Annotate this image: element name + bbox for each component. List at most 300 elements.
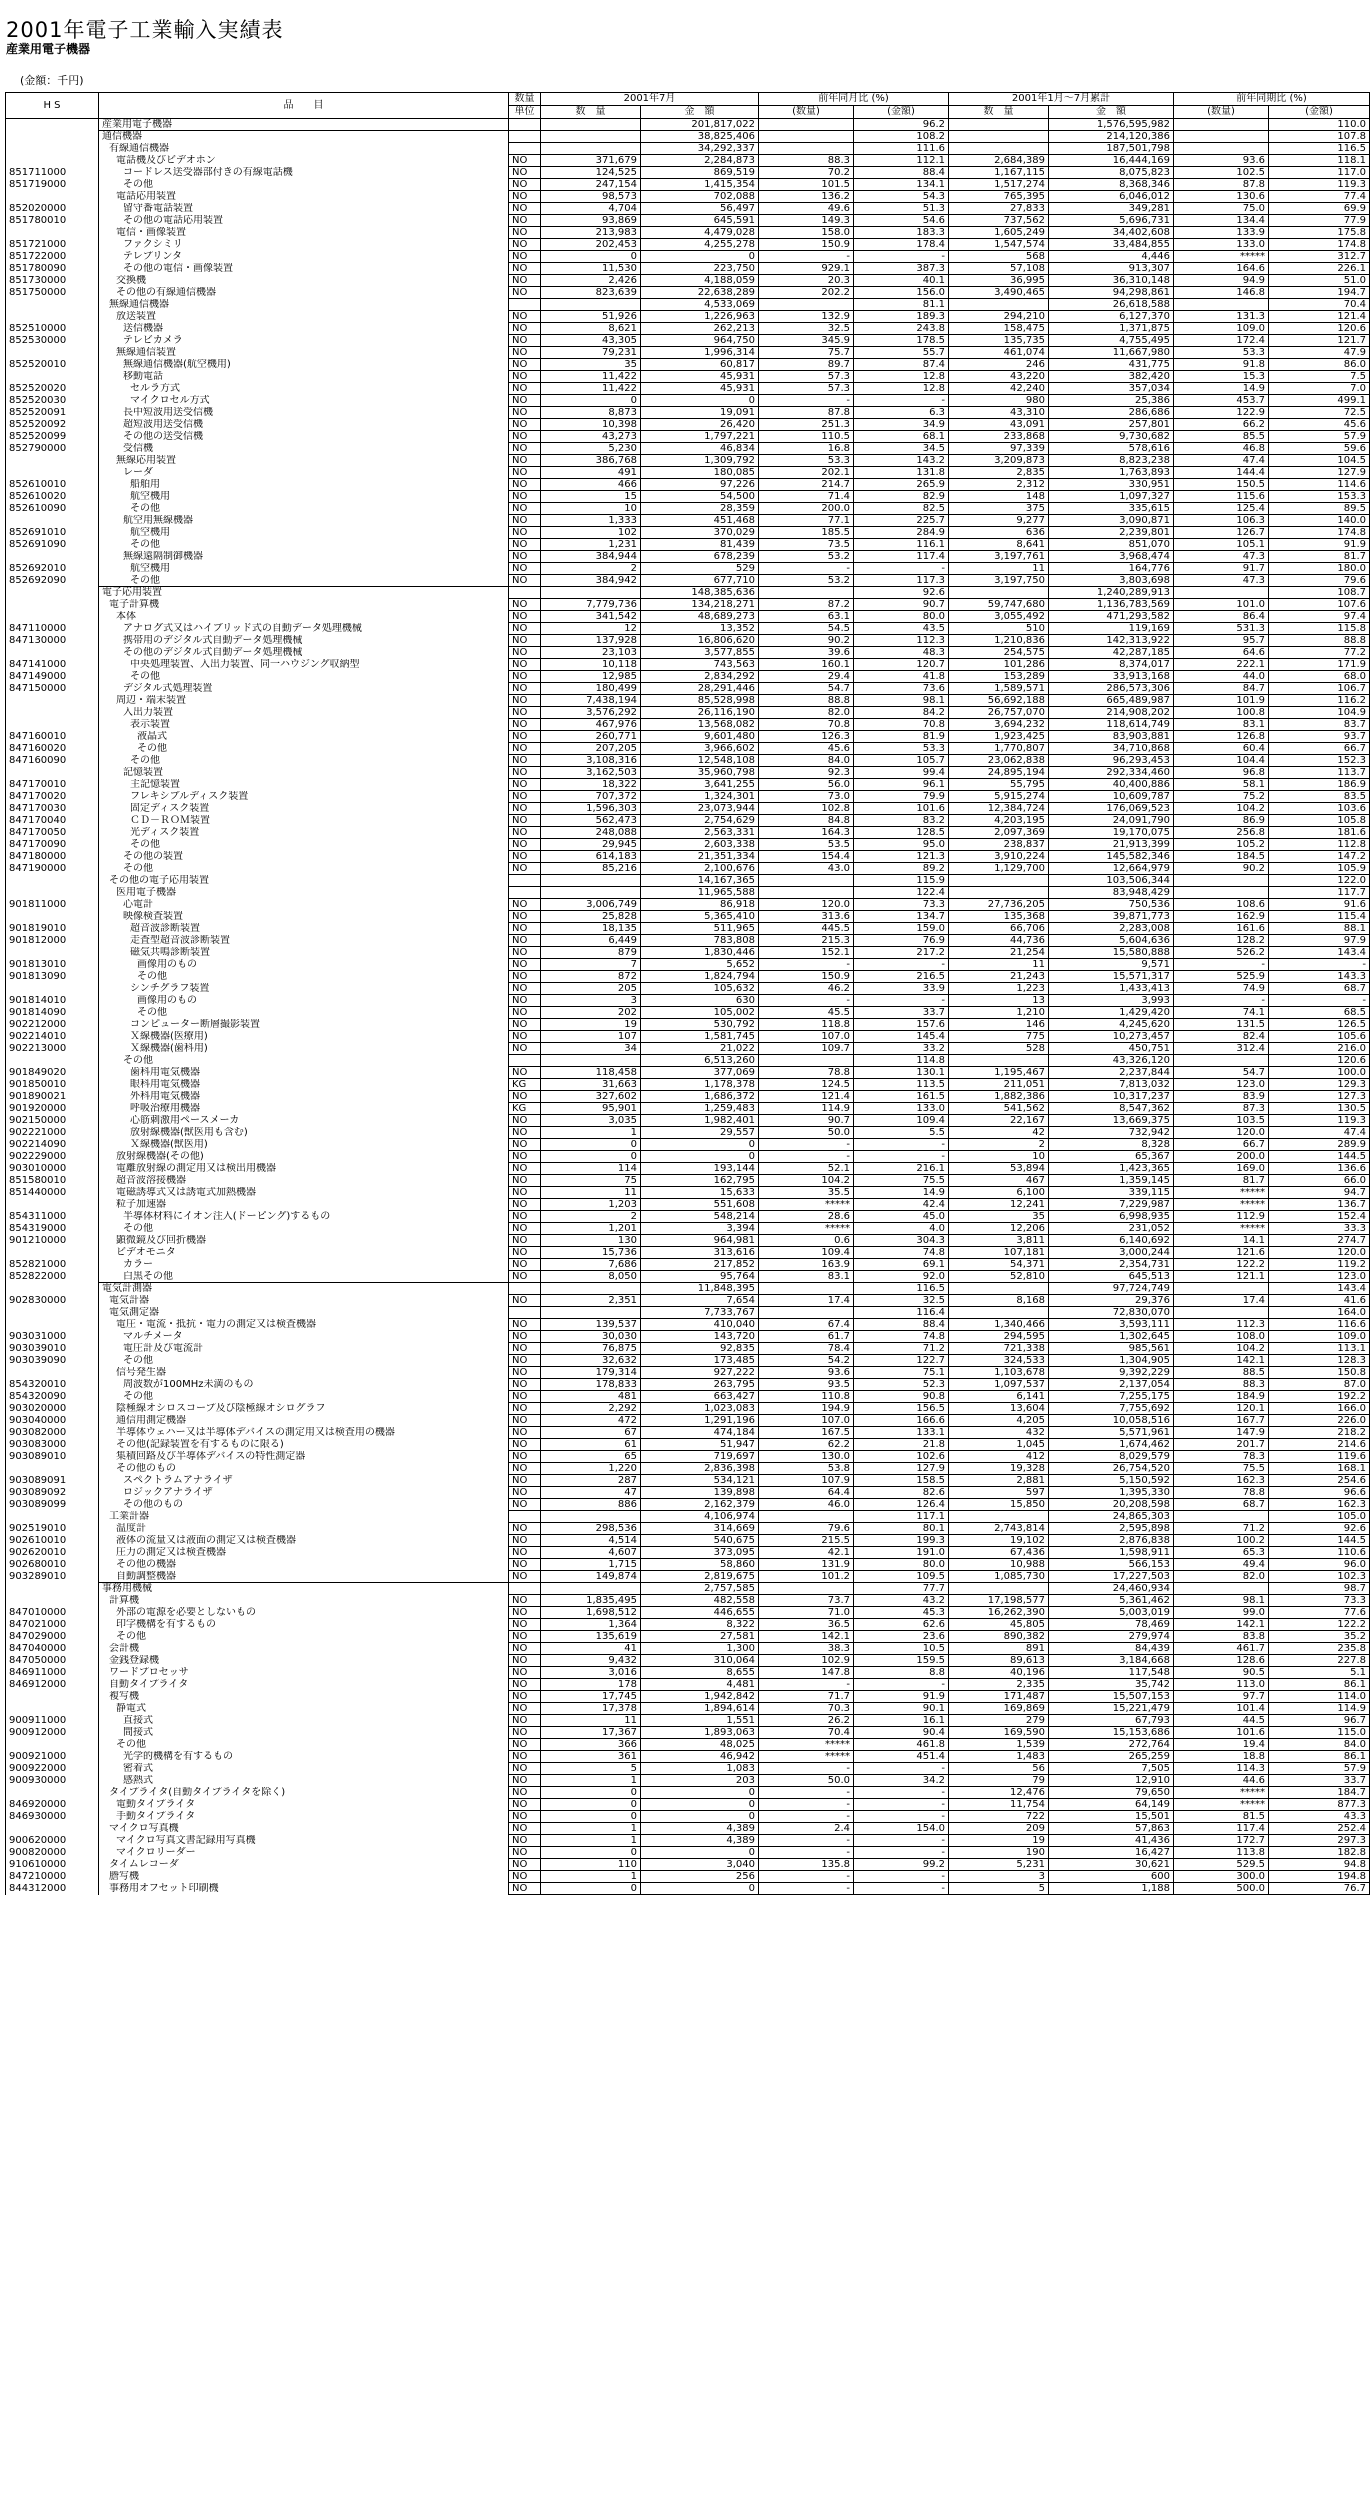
table-row — [6, 251, 1370, 263]
item-name-cell: 本体 — [99, 611, 509, 623]
ytd-amt-cell: 6,046,012 — [1049, 191, 1174, 203]
hs-code-cell: 900620000 — [6, 1835, 99, 1847]
month-amt-pct-cell: 117.4 — [854, 551, 949, 563]
month-qty-pct-cell: 43.0 — [759, 863, 854, 875]
ytd-qty-cell: 107,181 — [949, 1247, 1049, 1259]
ytd-amt-cell: 2,595,898 — [1049, 1523, 1174, 1535]
table-row — [6, 1163, 1370, 1175]
item-name-cell: 放射線機器(その他) — [99, 1151, 509, 1163]
ytd-qty-pct-cell: 146.8 — [1174, 287, 1269, 299]
month-qty-cell: 85,216 — [541, 863, 641, 875]
month-qty-cell: 614,183 — [541, 851, 641, 863]
month-qty-cell: 43,305 — [541, 335, 641, 347]
month-qty-pct-cell: 56.0 — [759, 779, 854, 791]
item-name-cell: テレビカメラ — [99, 335, 509, 347]
ytd-qty-pct-cell: 14.9 — [1174, 383, 1269, 395]
month-amt-pct-cell: 81.1 — [854, 299, 949, 311]
month-amt-cell: 92,835 — [641, 1343, 759, 1355]
table-row — [6, 875, 1370, 887]
month-qty-pct-cell: 132.9 — [759, 311, 854, 323]
month-amt-pct-cell: 145.4 — [854, 1031, 949, 1043]
month-qty-cell: 1,333 — [541, 515, 641, 527]
month-amt-pct-cell: 92.6 — [854, 587, 949, 599]
ytd-amt-cell: 176,069,523 — [1049, 803, 1174, 815]
ytd-qty-pct-cell: 81.7 — [1174, 1175, 1269, 1187]
month-amt-pct-cell: - — [854, 251, 949, 263]
ytd-amt-pct-cell: 105.8 — [1269, 815, 1370, 827]
ytd-amt-cell: 12,664,979 — [1049, 863, 1174, 875]
unit-cell: NO — [509, 503, 541, 515]
month-qty-pct-cell: 64.4 — [759, 1487, 854, 1499]
month-amt-pct-cell: 461.8 — [854, 1739, 949, 1751]
unit-cell: NO — [509, 1331, 541, 1343]
month-amt-pct-cell: 83.2 — [854, 815, 949, 827]
table-row — [6, 1151, 1370, 1163]
month-amt-cell: 3,394 — [641, 1223, 759, 1235]
month-amt-cell: 134,218,271 — [641, 599, 759, 611]
unit-cell: NO — [509, 1151, 541, 1163]
hs-code-cell: 900820000 — [6, 1847, 99, 1859]
month-qty-cell: 98,573 — [541, 191, 641, 203]
hs-code-cell: 847180000 — [6, 851, 99, 863]
table-row — [6, 539, 1370, 551]
month-amt-cell: 13,352 — [641, 623, 759, 635]
ytd-amt-cell: 600 — [1049, 1871, 1174, 1883]
report-title: 2001年電子工業輸入実績表 — [6, 18, 284, 42]
ytd-qty-cell: 2,684,389 — [949, 155, 1049, 167]
ytd-qty-pct-cell: 78.3 — [1174, 1451, 1269, 1463]
month-qty-pct-cell: 71.0 — [759, 1607, 854, 1619]
ytd-qty-cell: 12,384,724 — [949, 803, 1049, 815]
table-row — [6, 179, 1370, 191]
unit-cell: NO — [509, 611, 541, 623]
table-row — [6, 1679, 1370, 1691]
month-qty-cell: 47 — [541, 1487, 641, 1499]
unit-cell: NO — [509, 599, 541, 611]
ytd-amt-pct-cell: 152.4 — [1269, 1211, 1370, 1223]
unit-cell: NO — [509, 851, 541, 863]
item-name-cell: 周波数が100MHz未満のもの — [99, 1379, 509, 1391]
ytd-qty-pct-cell: 101.4 — [1174, 1703, 1269, 1715]
month-amt-pct-cell: 71.2 — [854, 1343, 949, 1355]
month-amt-pct-cell: - — [854, 1679, 949, 1691]
month-qty-cell: 135,619 — [541, 1631, 641, 1643]
hs-code-cell: 847160090 — [6, 755, 99, 767]
header-ytd-amt-pct: (金額) — [1269, 106, 1370, 119]
hs-code-cell: 847010000 — [6, 1607, 99, 1619]
ytd-amt-pct-cell: 136.7 — [1269, 1199, 1370, 1211]
month-amt-pct-cell: 217.2 — [854, 947, 949, 959]
unit-cell: NO — [509, 1067, 541, 1079]
ytd-amt-cell: 30,621 — [1049, 1859, 1174, 1871]
hs-code-cell: 902150000 — [6, 1115, 99, 1127]
unit-cell: NO — [509, 1727, 541, 1739]
table-row — [6, 1751, 1370, 1763]
month-qty-cell: 202 — [541, 1007, 641, 1019]
month-qty-cell: 0 — [541, 1847, 641, 1859]
month-qty-cell: 10,398 — [541, 419, 641, 431]
month-qty-cell — [541, 875, 641, 887]
item-name-cell: 記憶装置 — [99, 767, 509, 779]
ytd-qty-cell — [949, 299, 1049, 311]
ytd-qty-pct-cell: 113.8 — [1174, 1847, 1269, 1859]
ytd-qty-pct-cell: 133.9 — [1174, 227, 1269, 239]
month-amt-pct-cell: 74.8 — [854, 1331, 949, 1343]
ytd-amt-cell: 187,501,798 — [1049, 143, 1174, 155]
ytd-amt-pct-cell: 102.3 — [1269, 1571, 1370, 1583]
ytd-qty-cell: 16,262,390 — [949, 1607, 1049, 1619]
table-row — [6, 587, 1370, 599]
unit-cell: NO — [509, 311, 541, 323]
month-amt-cell: 0 — [641, 1847, 759, 1859]
month-qty-cell: 10 — [541, 503, 641, 515]
table-row — [6, 1355, 1370, 1367]
month-qty-pct-cell: 215.3 — [759, 935, 854, 947]
ytd-amt-pct-cell: 147.2 — [1269, 851, 1370, 863]
ytd-amt-pct-cell: 150.8 — [1269, 1367, 1370, 1379]
unit-cell: NO — [509, 935, 541, 947]
month-qty-cell: 207,205 — [541, 743, 641, 755]
table-row — [6, 1847, 1370, 1859]
month-amt-cell: 85,528,998 — [641, 695, 759, 707]
table-row — [6, 1019, 1370, 1031]
month-amt-pct-cell: 52.3 — [854, 1379, 949, 1391]
month-amt-cell: 1,982,401 — [641, 1115, 759, 1127]
ytd-qty-cell: 233,868 — [949, 431, 1049, 443]
ytd-qty-cell: 1,605,249 — [949, 227, 1049, 239]
month-qty-cell: 707,372 — [541, 791, 641, 803]
month-qty-pct-cell: 118.8 — [759, 1019, 854, 1031]
ytd-qty-pct-cell: 104.2 — [1174, 803, 1269, 815]
month-qty-pct-cell: 104.2 — [759, 1175, 854, 1187]
ytd-qty-cell: 19,328 — [949, 1463, 1049, 1475]
month-amt-cell: 21,351,334 — [641, 851, 759, 863]
ytd-qty-pct-cell: 461.7 — [1174, 1643, 1269, 1655]
month-amt-pct-cell: 178.4 — [854, 239, 949, 251]
hs-code-cell: 852530000 — [6, 335, 99, 347]
ytd-amt-cell: 257,801 — [1049, 419, 1174, 431]
month-amt-cell: 4,389 — [641, 1835, 759, 1847]
ytd-amt-pct-cell: 166.0 — [1269, 1403, 1370, 1415]
ytd-qty-pct-cell: 91.8 — [1174, 359, 1269, 371]
ytd-amt-cell: 3,993 — [1049, 995, 1174, 1007]
hs-code-cell: 847160010 — [6, 731, 99, 743]
ytd-qty-pct-cell: ***** — [1174, 1799, 1269, 1811]
month-qty-pct-cell: 50.0 — [759, 1127, 854, 1139]
month-qty-pct-cell: 78.8 — [759, 1067, 854, 1079]
ytd-qty-pct-cell: 312.4 — [1174, 1043, 1269, 1055]
month-qty-cell: 31,663 — [541, 1079, 641, 1091]
ytd-amt-cell: 15,571,317 — [1049, 971, 1174, 983]
table-row — [6, 1175, 1370, 1187]
month-qty-cell: 3,006,749 — [541, 899, 641, 911]
month-qty-cell: 107 — [541, 1031, 641, 1043]
ytd-amt-pct-cell: 116.5 — [1269, 143, 1370, 155]
hs-code-cell: 902213000 — [6, 1043, 99, 1055]
ytd-qty-pct-cell: 75.2 — [1174, 791, 1269, 803]
item-name-cell: 眼科用電気機器 — [99, 1079, 509, 1091]
table-row — [6, 1439, 1370, 1451]
ytd-qty-cell: 324,533 — [949, 1355, 1049, 1367]
table-row — [6, 1031, 1370, 1043]
ytd-qty-pct-cell: 98.1 — [1174, 1595, 1269, 1607]
table-row — [6, 683, 1370, 695]
hs-code-cell: 902620010 — [6, 1547, 99, 1559]
month-qty-pct-cell: 20.3 — [759, 275, 854, 287]
ytd-amt-cell: 83,948,429 — [1049, 887, 1174, 899]
ytd-amt-cell: 6,998,935 — [1049, 1211, 1174, 1223]
ytd-qty-pct-cell: 97.7 — [1174, 1691, 1269, 1703]
unit-cell: NO — [509, 1835, 541, 1847]
ytd-amt-pct-cell: 252.4 — [1269, 1823, 1370, 1835]
month-amt-cell: 0 — [641, 1787, 759, 1799]
month-qty-pct-cell: 124.5 — [759, 1079, 854, 1091]
month-amt-pct-cell: 114.8 — [854, 1055, 949, 1067]
ytd-amt-pct-cell: - — [1269, 959, 1370, 971]
ytd-amt-pct-cell: 116.6 — [1269, 1319, 1370, 1331]
month-amt-cell: 54,500 — [641, 491, 759, 503]
unit-cell: NO — [509, 1595, 541, 1607]
month-amt-cell: 51,947 — [641, 1439, 759, 1451]
item-name-cell: 事務用機械 — [99, 1583, 509, 1595]
month-qty-cell: 2,292 — [541, 1403, 641, 1415]
month-amt-pct-cell: 109.5 — [854, 1571, 949, 1583]
ytd-qty-pct-cell: 256.8 — [1174, 827, 1269, 839]
item-name-cell: 半導体ウェハー又は半導体デバイスの測定用又は検査用の機器 — [99, 1427, 509, 1439]
month-qty-cell: 118,458 — [541, 1067, 641, 1079]
hs-code-cell — [6, 455, 99, 467]
hs-code-cell — [6, 1787, 99, 1799]
month-qty-pct-cell: - — [759, 1763, 854, 1775]
month-amt-pct-cell: 98.1 — [854, 695, 949, 707]
month-amt-cell: 19,091 — [641, 407, 759, 419]
table-row — [6, 1259, 1370, 1271]
unit-cell: NO — [509, 1475, 541, 1487]
hs-code-cell — [6, 1739, 99, 1751]
table-row — [6, 215, 1370, 227]
month-amt-pct-cell: 51.3 — [854, 203, 949, 215]
ytd-qty-pct-cell: 184.5 — [1174, 851, 1269, 863]
unit-cell: NO — [509, 971, 541, 983]
table-row — [6, 731, 1370, 743]
item-name-cell: 電気計器 — [99, 1295, 509, 1307]
item-name-cell: 電気計測器 — [99, 1283, 509, 1295]
ytd-amt-cell: 1,674,462 — [1049, 1439, 1174, 1451]
table-row — [6, 119, 1370, 131]
month-amt-pct-cell: 126.4 — [854, 1499, 949, 1511]
hs-code-cell — [6, 143, 99, 155]
month-qty-cell: 11,422 — [541, 383, 641, 395]
ytd-amt-pct-cell: 88.1 — [1269, 923, 1370, 935]
ytd-amt-pct-cell: 57.9 — [1269, 431, 1370, 443]
month-qty-pct-cell: 185.5 — [759, 527, 854, 539]
month-amt-cell: 48,689,273 — [641, 611, 759, 623]
ytd-qty-pct-cell: ***** — [1174, 1199, 1269, 1211]
month-qty-cell: 213,983 — [541, 227, 641, 239]
month-amt-pct-cell: 134.1 — [854, 179, 949, 191]
ytd-amt-pct-cell: 77.9 — [1269, 215, 1370, 227]
unit-cell: NO — [509, 1811, 541, 1823]
ytd-amt-cell: 79,650 — [1049, 1787, 1174, 1799]
ytd-amt-pct-cell: 499.1 — [1269, 395, 1370, 407]
month-amt-pct-cell: 134.7 — [854, 911, 949, 923]
ytd-qty-pct-cell: 162.3 — [1174, 1475, 1269, 1487]
month-qty-cell: 17,378 — [541, 1703, 641, 1715]
month-qty-cell: 3,162,503 — [541, 767, 641, 779]
month-qty-pct-cell: 63.1 — [759, 611, 854, 623]
month-amt-cell: 482,558 — [641, 1595, 759, 1607]
unit-cell: NO — [509, 1691, 541, 1703]
month-amt-pct-cell: 161.5 — [854, 1091, 949, 1103]
month-qty-pct-cell: 150.9 — [759, 971, 854, 983]
ytd-amt-pct-cell: 116.2 — [1269, 695, 1370, 707]
ytd-qty-pct-cell: 131.3 — [1174, 311, 1269, 323]
unit-cell: NO — [509, 1235, 541, 1247]
month-amt-cell: 2,754,629 — [641, 815, 759, 827]
hs-code-cell — [6, 1055, 99, 1067]
month-qty-pct-cell: - — [759, 1883, 854, 1895]
unit-cell: NO — [509, 1667, 541, 1679]
month-qty-cell: 2 — [541, 563, 641, 575]
month-qty-cell: 491 — [541, 467, 641, 479]
table-row — [6, 1859, 1370, 1871]
month-qty-cell — [541, 299, 641, 311]
month-qty-cell: 180,499 — [541, 683, 641, 695]
unit-cell: NO — [509, 1379, 541, 1391]
month-qty-pct-cell: 202.1 — [759, 467, 854, 479]
ytd-qty-cell: 294,210 — [949, 311, 1049, 323]
ytd-amt-cell: 17,227,503 — [1049, 1571, 1174, 1583]
table-row — [6, 767, 1370, 779]
ytd-qty-pct-cell — [1174, 119, 1269, 131]
item-name-cell: その他(記録装置を有するものに限る) — [99, 1439, 509, 1451]
month-qty-pct-cell: 38.3 — [759, 1643, 854, 1655]
month-qty-cell: 1,201 — [541, 1223, 641, 1235]
ytd-qty-cell — [949, 1307, 1049, 1319]
month-amt-pct-cell: 120.7 — [854, 659, 949, 671]
month-qty-cell: 95,901 — [541, 1103, 641, 1115]
month-qty-pct-cell: 147.8 — [759, 1667, 854, 1679]
ytd-qty-pct-cell: 74.9 — [1174, 983, 1269, 995]
month-qty-cell: 8,873 — [541, 407, 641, 419]
month-qty-cell: 32,632 — [541, 1355, 641, 1367]
ytd-amt-pct-cell: 174.8 — [1269, 527, 1370, 539]
ytd-qty-pct-cell: 108.6 — [1174, 899, 1269, 911]
month-amt-cell: 4,188,059 — [641, 275, 759, 287]
table-row — [6, 1115, 1370, 1127]
ytd-qty-cell: 15,850 — [949, 1499, 1049, 1511]
table-row — [6, 923, 1370, 935]
item-name-cell: 電子計算機 — [99, 599, 509, 611]
month-qty-pct-cell: 160.1 — [759, 659, 854, 671]
month-amt-pct-cell: 189.3 — [854, 311, 949, 323]
item-name-cell: 半導体材料にイオン注入(ドーピング)するもの — [99, 1211, 509, 1223]
item-name-cell: その他 — [99, 1391, 509, 1403]
month-amt-cell: 9,601,480 — [641, 731, 759, 743]
month-qty-pct-cell: 130.0 — [759, 1451, 854, 1463]
month-amt-cell: 370,029 — [641, 527, 759, 539]
ytd-amt-cell: 8,547,362 — [1049, 1103, 1174, 1115]
month-amt-pct-cell: 70.8 — [854, 719, 949, 731]
ytd-amt-cell: 24,460,934 — [1049, 1583, 1174, 1595]
month-qty-cell: 327,602 — [541, 1091, 641, 1103]
ytd-amt-cell: 286,573,306 — [1049, 683, 1174, 695]
ytd-amt-pct-cell: 94.7 — [1269, 1187, 1370, 1199]
month-qty-pct-cell: 88.8 — [759, 695, 854, 707]
month-amt-cell: 46,834 — [641, 443, 759, 455]
item-name-cell: 陰極線オシロスコープ及び陰極線オシログラフ — [99, 1403, 509, 1415]
ytd-amt-pct-cell: 81.7 — [1269, 551, 1370, 563]
hs-code-cell: 901811000 — [6, 899, 99, 911]
ytd-amt-cell: 2,283,008 — [1049, 923, 1174, 935]
item-name-cell: その他 — [99, 1739, 509, 1751]
month-qty-cell: 260,771 — [541, 731, 641, 743]
table-row — [6, 659, 1370, 671]
month-amt-cell: 35,960,798 — [641, 767, 759, 779]
ytd-qty-cell: 1,539 — [949, 1739, 1049, 1751]
ytd-qty-cell: 19,102 — [949, 1535, 1049, 1547]
ytd-amt-cell: 10,273,457 — [1049, 1031, 1174, 1043]
header-unit-top: 数量 — [509, 93, 541, 106]
month-qty-cell: 79,231 — [541, 347, 641, 359]
item-name-cell: アナログ式又はハイブリッド式の自動データ処理機械 — [99, 623, 509, 635]
unit-cell: NO — [509, 1343, 541, 1355]
month-qty-pct-cell: 102.8 — [759, 803, 854, 815]
ytd-qty-cell: 11 — [949, 959, 1049, 971]
month-qty-cell: 7,779,736 — [541, 599, 641, 611]
table-row — [6, 1763, 1370, 1775]
hs-code-cell: 847130000 — [6, 635, 99, 647]
ytd-qty-pct-cell: 123.0 — [1174, 1079, 1269, 1091]
ytd-qty-cell: 5 — [949, 1883, 1049, 1895]
unit-cell: NO — [509, 791, 541, 803]
table-row — [6, 1427, 1370, 1439]
unit-cell: NO — [509, 959, 541, 971]
unit-cell: NO — [509, 1007, 541, 1019]
ytd-amt-cell: 330,951 — [1049, 479, 1174, 491]
item-name-cell: 会計機 — [99, 1643, 509, 1655]
ytd-amt-pct-cell: 254.6 — [1269, 1475, 1370, 1487]
ytd-amt-cell: 349,281 — [1049, 203, 1174, 215]
ytd-qty-pct-cell: 18.8 — [1174, 1751, 1269, 1763]
ytd-qty-cell: 42 — [949, 1127, 1049, 1139]
month-qty-pct-cell: 42.1 — [759, 1547, 854, 1559]
item-name-cell: テレプリンタ — [99, 251, 509, 263]
month-amt-pct-cell: 41.8 — [854, 671, 949, 683]
hs-code-cell: 902830000 — [6, 1295, 99, 1307]
month-qty-pct-cell: 53.2 — [759, 575, 854, 587]
unit-cell: NO — [509, 347, 541, 359]
ytd-qty-pct-cell: 47.4 — [1174, 455, 1269, 467]
table-row — [6, 1883, 1370, 1895]
month-qty-pct-cell: 71.4 — [759, 491, 854, 503]
month-amt-cell: 1,324,301 — [641, 791, 759, 803]
ytd-qty-pct-cell: 529.5 — [1174, 1859, 1269, 1871]
month-qty-pct-cell: 107.0 — [759, 1415, 854, 1427]
month-amt-cell: 373,095 — [641, 1547, 759, 1559]
ytd-qty-cell: 1,340,466 — [949, 1319, 1049, 1331]
table-row — [6, 1607, 1370, 1619]
month-qty-pct-cell — [759, 1511, 854, 1523]
ytd-qty-pct-cell: 15.3 — [1174, 371, 1269, 383]
month-qty-pct-cell: ***** — [759, 1739, 854, 1751]
month-qty-pct-cell — [759, 1583, 854, 1595]
ytd-qty-cell: 6,141 — [949, 1391, 1049, 1403]
month-qty-cell: 114 — [541, 1163, 641, 1175]
ytd-amt-cell: 16,427 — [1049, 1847, 1174, 1859]
ytd-qty-cell: 67,436 — [949, 1547, 1049, 1559]
ytd-qty-pct-cell: 17.4 — [1174, 1295, 1269, 1307]
